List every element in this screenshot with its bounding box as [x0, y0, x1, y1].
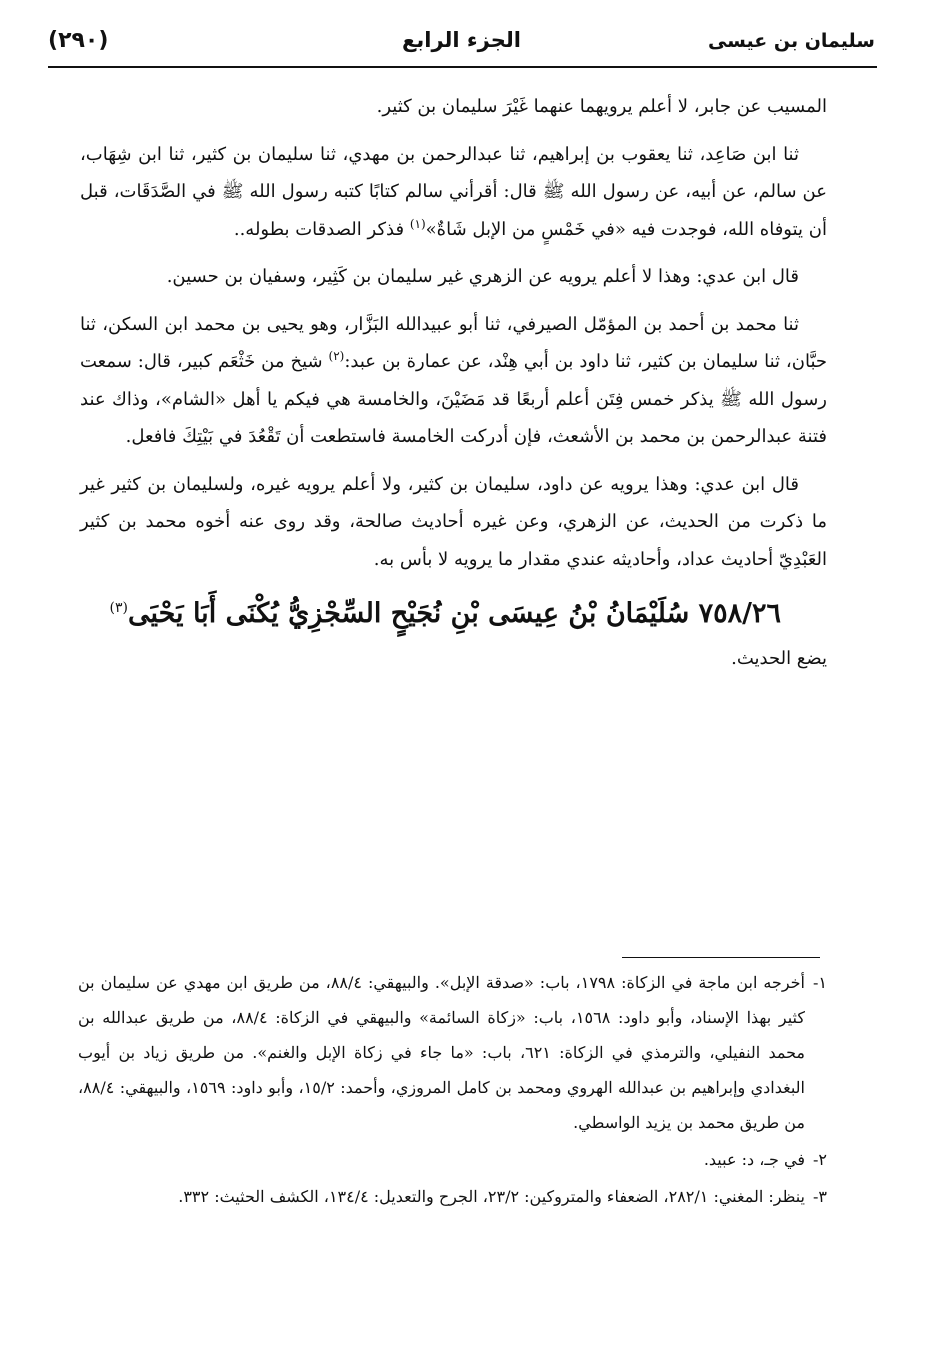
footnote-rule [622, 957, 820, 958]
running-title: سليمان بن عيسى [707, 30, 875, 52]
paragraph-3-text: قال ابن عدي: وهذا لا أعلم يرويه عن الزهري غير سليمان بن كَثِير، وسفيان بن حسين. [166, 266, 799, 287]
page-number: (٢٩٠) [48, 28, 109, 53]
paragraph-4-tail: شيخ من خَثْعَم كبير، قال: سمعت رسول الله ﷺ يذكر خمس فِتَن أعلم أربعًا قد مَضَيْنَ، والخامسة هي فيكم يا أهل «الشام»، وذاك عند فتنة عبدالرحمن بن محمد بن الأشعث، فإن أدركت الخامسة فاستطعت أن تَقْعُدَ في بَيْتِكَ فافعل. [80, 351, 827, 447]
header-rule [48, 66, 877, 68]
footnote-ref-1[interactable]: (١) [409, 216, 426, 231]
page-header [48, 28, 875, 64]
footnote-2 [78, 1142, 827, 1177]
entry-heading [80, 592, 827, 636]
paragraph-3 [80, 258, 827, 296]
main-text [80, 88, 827, 688]
paragraph-4-text: ثنا محمد بن أحمد بن المؤمّل الصيرفي، ثنا أبو عبيدالله البَزَّار، وهو يحيى بن محمد ابن السكن، ثنا حبَّان، ثنا سليمان بن كثير، ثنا داود بن أبي هِنْد، عن عمارة بن عبد: [80, 313, 828, 372]
footnote-ref-3[interactable]: (٣) [109, 600, 128, 616]
paragraph-2 [80, 136, 827, 249]
part-title: الجزء الرابع [402, 28, 521, 52]
footnote-ref-2[interactable]: (٢) [328, 349, 345, 363]
footnote-3 [78, 1179, 827, 1214]
footnote-text: ينظر: المغني: ٢٨٢/١، الضعفاء والمتروكين: ٢٣/٢، الجرح والتعديل: ١٣٤/٤، الكشف الحثيث: ٣٣٢. [178, 1187, 805, 1206]
paragraph-1-text: المسيب عن جابر، لا أعلم يرويهما عنهما غَيْرَ سليمان بن كثير. [376, 96, 827, 117]
paragraph-4 [80, 306, 827, 456]
paragraph-5 [80, 466, 827, 579]
paragraph-2-tail: فذكر الصدقات بطوله.. [233, 218, 405, 240]
footnote-number: ٣- [813, 1187, 827, 1206]
footnote-text: أخرجه ابن ماجة في الزكاة: ١٧٩٨، باب: «صدقة الإبل». والبيهقي: ٨٨/٤، من طريق ابن مهدي عن سليمان بن كثير بهذا الإسناد، وأبو داود: ١٥٦٨، باب: «زكاة السائمة» والبيهقي في الزكاة: ٨٨/٤، من طريق عبدالله بن محمد النفيلي، والترمذي في الزكاة: ٦٢١، باب: «ما جاء في زكاة الإبل والغنم». من طريق زياد بن أيوب البغدادي وإبراهيم بن عبدالله الهروي ومحمد بن كامل المروزي، وأحمد: ١٥/٢، وأبو داود: ١٥٦٩، والبيهقي: ٨٨/٤، من طريق محمد بن يزيد الواسطي. [78, 973, 806, 1132]
entry-description [80, 640, 827, 678]
paragraph-1 [80, 88, 827, 126]
footnote-number: ٢- [813, 1150, 827, 1169]
footnote-number: ١- [813, 973, 827, 992]
entry-heading-text: ٧٥٨/٢٦ سُلَيْمَانُ بْنُ عِيسَى بْنِ نُجَيْحٍ السِّجْزِيُّ يُكْنَى أَبَا يَحْيَى [127, 598, 781, 629]
entry-description-text: يضع الحديث. [731, 648, 827, 669]
footnote-text: في جـ، د: عبيد. [703, 1150, 805, 1169]
footnote-1 [78, 965, 827, 1140]
paragraph-2-text: ثنا ابن صَاعِد، ثنا يعقوب بن إبراهيم، ثنا عبدالرحمن بن مهدي، ثنا سليمان بن كثير، ثنا ابن شِهَاب، عن سالم، عن أبيه، عن رسول الله ﷺ قال: أقرأني سالم كتابًا كتبه رسول الله ﷺ في الصَّدَقَات، قبل أن يتوفاه الله، فوجدت فيه «في خَمْسٍ من الإبل شَاةٌ» [80, 143, 827, 240]
footnotes [78, 965, 827, 1216]
paragraph-5-text: قال ابن عدي: وهذا يرويه عن داود، سليمان بن كثير، ولا أعلم يرويه غيره، ولسليمان بن كثير غير ما ذكرت من الحديث، عن الزهري، وعن غيره أحاديث صالحة، وقد روى عنه أخوه محمد بن كثير العَبْدِيّ أحاديث عداد، وأحاديثه عندي مقدار ما يرويه لا بأس به. [80, 473, 827, 570]
